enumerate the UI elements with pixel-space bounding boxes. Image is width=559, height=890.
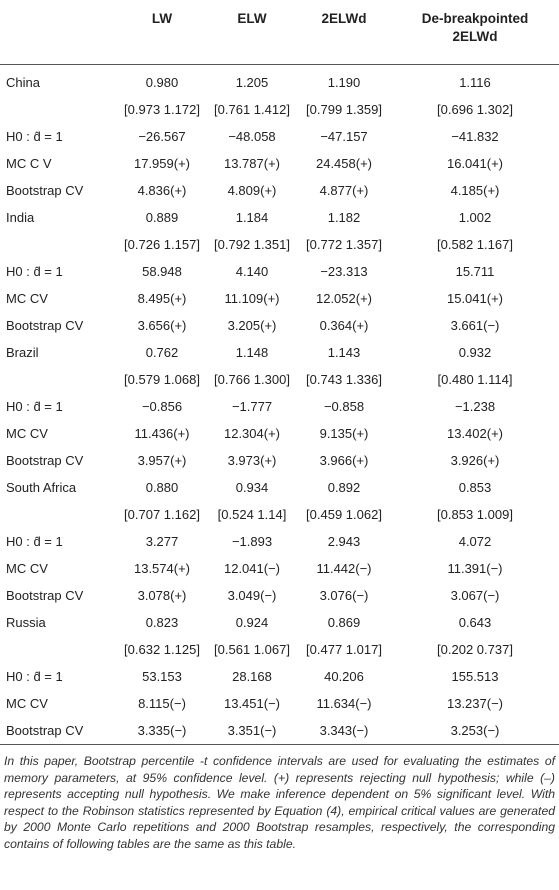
table-cell: 3.253(−)	[450, 723, 500, 738]
table-cell: −1.777	[231, 399, 273, 414]
table-cell: 4.809(+)	[227, 183, 277, 198]
table-cell: [0.524 1.14]	[217, 507, 287, 522]
table-cell: 3.078(+)	[137, 588, 187, 603]
table-cell: 12.041(−)	[223, 561, 280, 576]
table-cell: −0.856	[141, 399, 183, 414]
row-label: H0 : d̂ = 1	[6, 669, 63, 684]
table-cell: 0.880	[145, 480, 179, 495]
footnote: In this paper, Bootstrap percentile -t confidence intervals are used for evaluating the estimates of memory parameters, at 95% confidence level. (+) represents rejecting null hypothesis; while (–) represents accepting null hypothesis. We make inference dependent on 5% significant level. With respect to the Robinson statistics represented by Equation (4), empirical critical values are generated by 2000 Monte Carlo repetitions and 2000 Bootstrap resamples, respectively, the corresponding contains of following tables are the same as this table.	[4, 754, 555, 851]
table-cell: [0.853 1.009]	[437, 507, 513, 522]
table-cell: 0.853	[458, 480, 492, 495]
table-row	[0, 501, 559, 528]
table-cell: 11.442(−)	[316, 561, 372, 576]
table-cell: 16.041(+)	[446, 156, 503, 171]
table-row	[0, 663, 559, 690]
table-row	[0, 96, 559, 123]
table-cell: −26.567	[138, 129, 186, 144]
table-row	[0, 231, 559, 258]
header-blank	[0, 0, 117, 64]
table-cell: 0.892	[327, 480, 361, 495]
table-cell: [0.579 1.068]	[124, 372, 200, 387]
row-label: MC C V	[6, 156, 52, 171]
row-label: Bootstrap CV	[6, 453, 84, 468]
table-cell: 8.115(−)	[138, 696, 186, 711]
row-label: Bootstrap CV	[6, 723, 84, 738]
table-row	[0, 582, 559, 609]
table-cell: 0.889	[145, 210, 179, 225]
row-label: MC CV	[6, 696, 48, 711]
row-label: Bootstrap CV	[6, 183, 84, 198]
table-cell: [0.477 1.017]	[306, 642, 382, 657]
table-cell: 8.495(+)	[137, 291, 187, 306]
table-cell: 4.877(+)	[319, 183, 369, 198]
table-cell: [0.707 1.162]	[124, 507, 200, 522]
table-cell: 58.948	[142, 264, 182, 279]
table-cell: 15.711	[455, 264, 495, 279]
table-cell: 4.140	[235, 264, 269, 279]
table-cell: 0.869	[327, 615, 361, 630]
table-row	[0, 528, 559, 555]
table-cell: 3.957(+)	[137, 453, 187, 468]
table-cell: 0.924	[235, 615, 269, 630]
table-cell: 3.973(+)	[227, 453, 277, 468]
table-cell: −1.238	[454, 399, 496, 414]
table-row	[0, 285, 559, 312]
table-row	[0, 64, 559, 96]
table-cell: 155.513	[451, 669, 499, 684]
table-cell: 1.148	[235, 345, 269, 360]
table-cell: 13.237(−)	[446, 696, 503, 711]
table-cell: 3.343(−)	[319, 723, 369, 738]
table-cell: 0.934	[235, 480, 269, 495]
table-cell: 1.182	[327, 210, 361, 225]
table-cell: 0.980	[145, 74, 179, 90]
table-cell: 12.052(+)	[315, 291, 372, 306]
table-cell: [0.582 1.167]	[437, 237, 513, 252]
row-label: Russia	[6, 615, 46, 630]
row-label: H0 : d̂ = 1	[6, 399, 63, 414]
table-cell: 4.185(+)	[450, 183, 500, 198]
table-cell: [0.459 1.062]	[306, 507, 382, 522]
table-row	[0, 312, 559, 339]
table-cell: 1.205	[235, 74, 269, 90]
table-cell: 9.135(+)	[319, 426, 369, 441]
table-row	[0, 609, 559, 636]
row-label: MC CV	[6, 561, 48, 576]
table-cell: [0.761 1.412]	[214, 102, 290, 117]
table-cell: 17.959(+)	[133, 156, 190, 171]
table-cell: −47.157	[320, 129, 368, 144]
table-row	[0, 150, 559, 177]
table-cell: 24.458(+)	[315, 156, 372, 171]
table-cell: 13.402(+)	[446, 426, 503, 441]
table-cell: 53.153	[142, 669, 182, 684]
table-cell: 3.076(−)	[319, 588, 369, 603]
table-body	[0, 64, 559, 745]
table-cell: −41.832	[451, 129, 499, 144]
header-lw: LW	[151, 11, 173, 26]
table-cell: 15.041(+)	[446, 291, 503, 306]
table-cell: [0.561 1.067]	[214, 642, 290, 657]
table-cell: [0.726 1.157]	[124, 237, 200, 252]
table-row	[0, 123, 559, 150]
row-label	[0, 636, 117, 663]
row-label: MC CV	[6, 426, 48, 441]
row-label	[0, 231, 117, 258]
header-2elwd: 2ELWd	[321, 11, 367, 26]
row-label	[0, 366, 117, 393]
row-label: South Africa	[6, 480, 77, 495]
table-cell: [0.696 1.302]	[437, 102, 513, 117]
table-cell: 0.364(+)	[319, 318, 369, 333]
table-row	[0, 258, 559, 285]
table-row	[0, 420, 559, 447]
table-cell: [0.480 1.114]	[437, 372, 513, 387]
table-cell: [0.792 1.351]	[214, 237, 290, 252]
table-cell: [0.973 1.172]	[124, 102, 200, 117]
header-row	[0, 0, 559, 64]
header-elw: ELW	[237, 11, 267, 26]
row-label: Brazil	[6, 345, 39, 360]
row-label: Bootstrap CV	[6, 588, 84, 603]
table-cell: 0.823	[145, 615, 179, 630]
table-row	[0, 339, 559, 366]
table-cell: −23.313	[320, 264, 368, 279]
table-cell: 1.184	[235, 210, 269, 225]
table-cell: 1.190	[327, 74, 361, 90]
table-cell: 0.932	[458, 345, 492, 360]
row-label: H0 : d̂ = 1	[6, 534, 63, 549]
table-row	[0, 555, 559, 582]
row-label: India	[6, 210, 35, 225]
table-row	[0, 636, 559, 663]
table-cell: 0.643	[458, 615, 492, 630]
table-cell: 2.943	[327, 534, 361, 549]
table-cell: 3.926(+)	[450, 453, 500, 468]
table-row	[0, 177, 559, 204]
row-label: China	[6, 74, 40, 90]
row-label: MC CV	[6, 291, 48, 306]
table-cell: 3.205(+)	[227, 318, 277, 333]
table-cell: 11.391(−)	[447, 561, 503, 576]
table-cell: 3.351(−)	[227, 723, 277, 738]
table-cell: 4.072	[458, 534, 492, 549]
table-cell: 0.762	[145, 345, 179, 360]
table-cell: 3.966(+)	[319, 453, 369, 468]
table-cell: 28.168	[232, 669, 272, 684]
table-row	[0, 717, 559, 745]
table-cell: 13.574(+)	[133, 561, 190, 576]
table-cell: [0.772 1.357]	[306, 237, 382, 252]
table-row	[0, 690, 559, 717]
table-cell: 13.451(−)	[223, 696, 280, 711]
table-cell: 3.067(−)	[450, 588, 500, 603]
table-cell: −48.058	[228, 129, 276, 144]
row-label	[0, 96, 117, 123]
table-cell: 3.277	[145, 534, 179, 549]
table-cell: 3.656(+)	[137, 318, 187, 333]
table-cell: [0.766 1.300]	[214, 372, 290, 387]
table-cell: [0.632 1.125]	[124, 642, 200, 657]
table-row	[0, 474, 559, 501]
table-cell: [0.202 0.737]	[437, 642, 513, 657]
table-cell: 40.206	[324, 669, 364, 684]
table-cell: 13.787(+)	[223, 156, 280, 171]
table-row	[0, 204, 559, 231]
table-row	[0, 447, 559, 474]
table-cell: 11.634(−)	[316, 696, 372, 711]
table-cell: −0.858	[323, 399, 365, 414]
table-cell: 11.436(+)	[134, 426, 190, 441]
header-debreakpointed: De-breakpointed 2ELWd	[421, 11, 529, 44]
table-cell: −1.893	[231, 534, 273, 549]
table-cell: 1.002	[458, 210, 492, 225]
table-cell: 3.335(−)	[137, 723, 187, 738]
table-row	[0, 366, 559, 393]
table-cell: 4.836(+)	[137, 183, 187, 198]
table-cell: 11.109(+)	[224, 291, 280, 306]
table-cell: 3.049(−)	[227, 588, 277, 603]
row-label: H0 : d̂ = 1	[6, 264, 63, 279]
table-cell: 1.116	[459, 74, 491, 90]
table-row	[0, 393, 559, 420]
row-label: H0 : d̂ = 1	[6, 129, 63, 144]
row-label: Bootstrap CV	[6, 318, 84, 333]
row-label	[0, 501, 117, 528]
table-cell: [0.799 1.359]	[306, 102, 382, 117]
table-cell: 12.304(+)	[223, 426, 280, 441]
table-cell: 3.661(−)	[450, 318, 500, 333]
table-cell: [0.743 1.336]	[306, 372, 382, 387]
table-cell: 1.143	[327, 345, 361, 360]
